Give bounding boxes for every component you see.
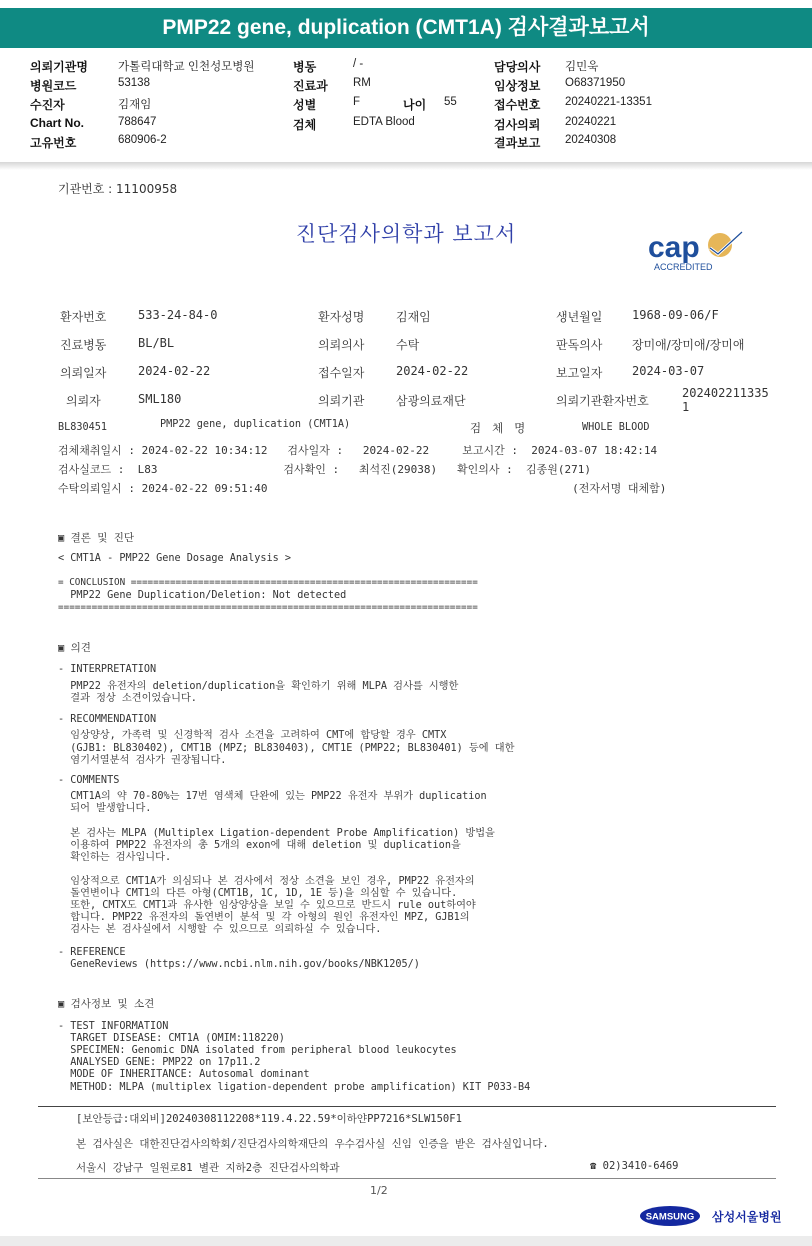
opinion-line: - INTERPRETATION	[58, 664, 157, 675]
patient-value: 2024-02-22	[396, 364, 469, 378]
test-name: PMP22 gene, duplication (CMT1A)	[160, 419, 351, 430]
patient-label: 판독의사	[556, 338, 603, 352]
opinion-line: 염기서열분석 검사가 권장됩니다.	[58, 755, 227, 766]
section-heading-opinion: ▣ 의견	[58, 642, 91, 654]
patient-label: 의뢰자	[66, 394, 101, 408]
header-value: 가톨릭대학교 인천성모병원	[118, 61, 255, 73]
header-value: 20240308	[565, 134, 617, 146]
patient-value: 1968-09-06/F	[632, 308, 719, 322]
report-title: PMP22 gene, duplication (CMT1A) 검사결과보고서	[162, 16, 650, 39]
info-row: 검사실코드 : L83 검사확인 : 최석진(29038) 확인의사 : 김종원(271)	[58, 463, 592, 476]
patient-value: 2024022113351	[682, 386, 769, 414]
info-row: 검체채취일시 : 2024-02-22 10:34:12 검사일자 : 2024-02-22 보고시간 : 2024-03-07 18:42:14	[58, 444, 658, 457]
header-value: 김민욱	[565, 61, 599, 73]
conclusion-line: ===========================================================================	[58, 602, 478, 613]
opinion-line: - COMMENTS	[58, 775, 120, 786]
header-label: 담당의사	[494, 60, 541, 74]
cap-accredited-logo	[646, 228, 750, 274]
patient-label: 의뢰기관	[318, 394, 365, 408]
header-divider	[0, 162, 812, 170]
info-row: 수탁의뢰일시 : 2024-02-22 09:51:40 (전자서명 대체함)	[58, 482, 667, 495]
header-label: Chart No.	[30, 116, 84, 130]
samsung-medical-center-logo	[640, 1204, 790, 1228]
test-info-line: - TEST INFORMATION	[58, 1021, 169, 1032]
cap-logo-subtext: ACCREDITED	[654, 262, 713, 272]
header-label: 접수번호	[494, 98, 541, 112]
header-value: O68371950	[565, 77, 626, 89]
patient-value: 수탁	[396, 338, 420, 352]
patient-value: 삼광의료재단	[396, 394, 466, 408]
header-value: 20240221	[565, 116, 617, 128]
patient-label: 환자성명	[318, 310, 365, 324]
test-info-line: ANALYSED GENE: PMP22 on 17p11.2	[58, 1057, 261, 1068]
opinion-line: - RECOMMENDATION	[58, 714, 157, 725]
patient-label: 보고일자	[556, 366, 603, 380]
patient-value: 2024-03-07	[632, 364, 705, 378]
patient-label: 환자번호	[60, 310, 107, 324]
specimen-value: WHOLE BLOOD	[582, 422, 650, 433]
header-label: 병동	[293, 60, 317, 74]
samsung-badge-text: SAMSUNG	[645, 1211, 695, 1223]
patient-value: 김재임	[396, 310, 431, 324]
header-value: 680906-2	[118, 134, 167, 146]
header-value: / -	[353, 58, 364, 70]
header-label: 의뢰기관명	[30, 60, 88, 74]
lab-address: 서울시 강남구 일원로81 별관 지하2층 진단검사의학과	[76, 1162, 340, 1174]
lab-phone: ☎ 02)3410-6469	[590, 1160, 679, 1172]
security-grade: [보안등급:대외비]20240308112208*119.4.22.59*이하얀PP7216*SLW150F1	[76, 1113, 462, 1125]
patient-label: 접수일자	[318, 366, 365, 380]
opinion-line: CMT1A의 약 70-80%는 17번 염색체 단완에 있는 PMP22 유전자 부위가 duplication	[58, 791, 487, 802]
header-label: 성별	[293, 98, 317, 112]
institution-number: 기관번호 : 11100958	[58, 182, 178, 196]
patient-value: 2024-02-22	[138, 364, 211, 378]
header-label: 검사의뢰	[494, 118, 541, 132]
header-label: 병원코드	[30, 79, 77, 93]
opinion-line: 또한, CMTX도 CMT1과 유사한 임상양상을 보일 수 있으므로 반드시 rule out하여야	[58, 900, 476, 911]
opinion-line: 임상양상, 가족력 및 신경학적 검사 소견을 고려하여 CMT에 합당할 경우 CMTX	[58, 730, 447, 741]
page-number: 1/2	[370, 1184, 388, 1197]
patient-label: 생년월일	[556, 310, 603, 324]
request-header	[0, 48, 812, 166]
cap-logo-text: cap	[648, 231, 700, 264]
header-value: RM	[353, 77, 371, 89]
header-value: EDTA Blood	[353, 116, 415, 128]
patient-value: BL/BL	[138, 336, 175, 350]
footer-divider	[38, 1106, 776, 1107]
header-label: 수진자	[30, 98, 65, 112]
opinion-line: PMP22 유전자의 deletion/duplication을 확인하기 위해 MLPA 검사를 시행한	[58, 681, 459, 692]
opinion-line: 확인하는 검사입니다.	[58, 852, 172, 863]
header-label: 검체	[293, 118, 317, 132]
header-label: 고유번호	[30, 136, 77, 150]
patient-label: 진료병동	[60, 338, 107, 352]
header-value: 김재임	[118, 99, 152, 111]
specimen-label: 검 체 명	[470, 421, 526, 435]
section-heading-test-info: ▣ 검사정보 및 소견	[58, 998, 155, 1010]
header-label: 임상정보	[494, 79, 541, 93]
opinion-line: 합니다. PMP22 유전자의 돌연변이 분석 및 각 아형의 원인 유전자인 MPZ, GJB1의	[58, 912, 470, 923]
opinion-line: - REFERENCE	[58, 947, 126, 958]
patient-label: 의뢰기관환자번호	[556, 394, 649, 408]
patient-value: 장미애/장미애/장미애	[632, 338, 745, 352]
opinion-line: (GJB1: BL830402), CMT1B (MPZ; BL830403), CMT1E (PMP22; BL830401) 등에 대한	[58, 743, 515, 754]
opinion-line: 결과 정상 소견이었습니다.	[58, 693, 197, 704]
opinion-line: 되어 발생합니다.	[58, 803, 152, 814]
certification-note: 본 검사실은 대한진단검사의학회/진단검사의학재단의 우수검사실 신임 인증을 받은 검사실입니다.	[76, 1138, 549, 1150]
age-value: 55	[444, 96, 457, 108]
header-label: 결과보고	[494, 136, 541, 150]
test-info-line: METHOD: MLPA (multiplex ligation-dependent probe amplification) KIT P033-B4	[58, 1082, 531, 1093]
header-value: 53138	[118, 77, 150, 89]
conclusion-line: PMP22 Gene Duplication/Deletion: Not detected	[58, 590, 347, 601]
test-info-line: SPECIMEN: Genomic DNA isolated from peripheral blood leukocytes	[58, 1045, 457, 1056]
opinion-line: 이용하여 PMP22 유전자의 총 5개의 exon에 대해 deletion 및 duplication을	[58, 840, 461, 851]
analysis-name: < CMT1A - PMP22 Gene Dosage Analysis >	[58, 553, 292, 564]
footer-divider-bottom	[38, 1178, 776, 1179]
header-value: F	[353, 96, 361, 108]
conclusion-line: = CONCLUSION ==============================================================	[58, 577, 478, 588]
opinion-line: 돌연변이나 CMT1의 다른 아형(CMT1B, 1C, 1D, 1E 등)을 의심할 수 있습니다.	[58, 888, 458, 899]
patient-value: 533-24-84-0	[138, 308, 218, 322]
report-title-bar	[0, 8, 812, 48]
patient-label: 의뢰의사	[318, 338, 365, 352]
hospital-name: 삼성서울병원	[712, 1210, 782, 1224]
opinion-line: 임상적으로 CMT1A가 의심되나 본 검사에서 정상 소견을 보인 경우, PMP22 유전자의	[58, 876, 475, 887]
page-bottom-band	[0, 1236, 812, 1246]
opinion-line: 본 검사는 MLPA (Multiplex Ligation-dependent Probe Amplification) 방법을	[58, 828, 495, 839]
reference-link[interactable]: GeneReviews (https://www.ncbi.nlm.nih.gov/books/NBK1205/)	[58, 959, 420, 970]
section-heading-result: ▣ 결론 및 진단	[58, 532, 135, 544]
lab-report-title: 진단검사의학과 보고서	[295, 222, 517, 246]
header-value: 20240221-13351	[565, 96, 652, 108]
test-info-line: TARGET DISEASE: CMT1A (OMIM:118220)	[58, 1033, 285, 1044]
test-info-line: MODE OF INHERITANCE: Autosomal dominant	[58, 1069, 310, 1080]
patient-value: SML180	[138, 392, 182, 406]
header-value: 788647	[118, 116, 157, 128]
opinion-line: 검사는 본 검사실에서 시행할 수 있으므로 의뢰하실 수 있습니다.	[58, 924, 382, 935]
header-label: 진료과	[293, 79, 328, 93]
age-label: 나이	[403, 98, 427, 112]
test-code: BL830451	[58, 422, 108, 433]
patient-label: 의뢰일자	[60, 366, 107, 380]
